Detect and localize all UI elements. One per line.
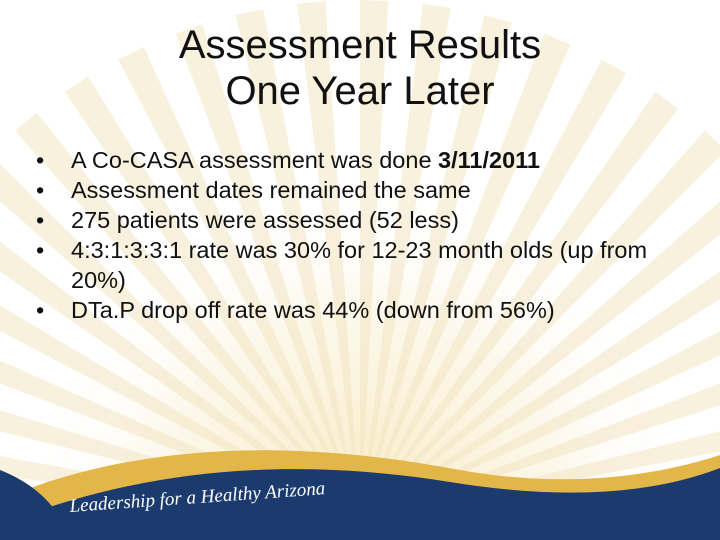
footer-tagline: Leadership for a Healthy Arizona [68,478,326,517]
title-line-1: Assessment Results [178,23,542,67]
bullet-icon: • [36,237,45,263]
bullet-text: 275 patients were assessed (52 less) [71,207,459,233]
assessment-date: 3/11/2011 [438,147,540,173]
bullet-icon: • [36,177,45,203]
bullet-icon: • [36,297,45,323]
bullet-text: 4:3:1:3:3:1 rate was 30% for 12-23 month olds (up from 20%) [71,237,648,293]
bullet-text: DTa.P drop off rate was 44% (down from 56%) [71,297,555,323]
bullet-icon: • [36,147,45,173]
bullet-text: Assessment dates remained the same [71,177,471,203]
bullet-text: A Co-CASA assessment was done [71,147,439,173]
title-line-2: One Year Later [225,69,495,113]
bullet-icon: • [36,207,45,233]
